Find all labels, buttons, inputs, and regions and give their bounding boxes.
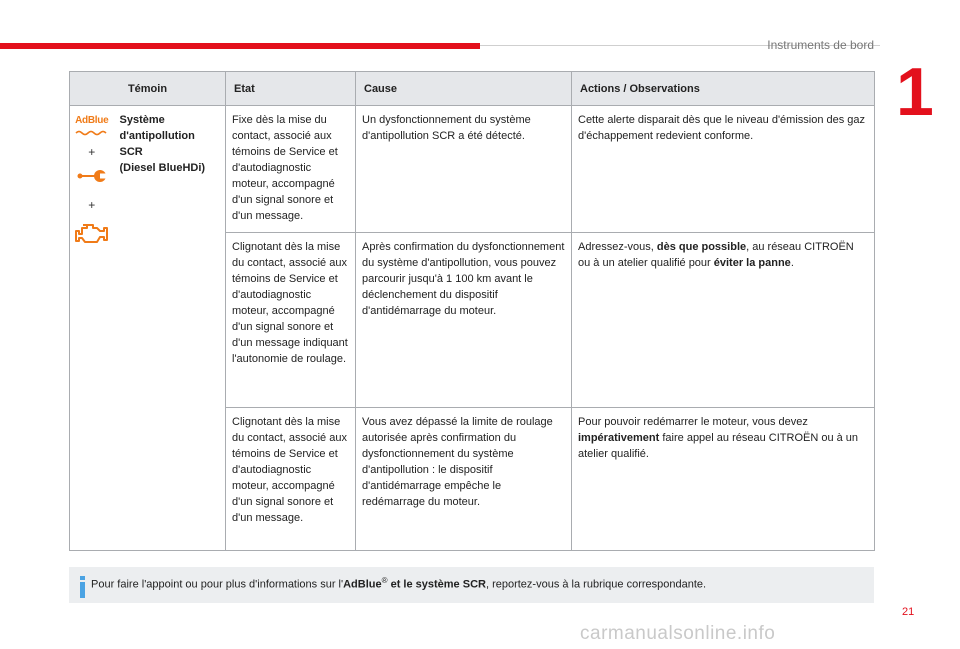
plus-sign-2: + — [88, 198, 96, 212]
table-row — [70, 106, 875, 233]
action-emphasis: impérativement — [578, 432, 660, 444]
action-text: Pour pouvoir redémarrer le moteur, vous devez — [578, 416, 808, 428]
header-red-bar — [0, 43, 480, 49]
watermark: carmanualsonline.info — [580, 623, 776, 644]
info-scr: et le système SCR — [387, 578, 486, 591]
cause-cell: Un dysfonctionnement du système d'antipollution SCR a été détecté. — [356, 106, 572, 233]
chapter-number: 1 — [896, 54, 934, 130]
registered-mark: ® — [381, 576, 388, 585]
table-header-row — [70, 72, 875, 106]
system-name-line2: d'antipollution — [119, 130, 195, 142]
etat-cell: Clignotant dès la mise du contact, associé aux témoins de Service et d'autodiagnostic moteur, accompagné d'un signal sonore et d'un message indiquant l'autonomie de roulage. — [226, 233, 356, 408]
system-name-line4: (Diesel BlueHDi) — [119, 162, 206, 174]
system-name-line3: SCR — [119, 146, 143, 158]
wrench-icon — [70, 168, 114, 189]
etat-cell: Clignotant dès la mise du contact, associé aux témoins de Service et d'autodiagnostic moteur, accompagné d'un signal sonore et d'un message. — [226, 408, 356, 551]
system-name-cell — [114, 106, 226, 551]
info-text-pre: Pour faire l'appoint ou pour plus d'informations sur l' — [91, 578, 344, 591]
action-cell — [572, 408, 875, 551]
action-cell: Cette alerte disparait dès que le niveau d'émission des gaz d'échappement redevient conforme. — [572, 106, 875, 233]
action-text: faire appel au réseau CITROËN ou à un atelier qualifié. — [578, 432, 859, 460]
etat-cell: Fixe dès la mise du contact, associé aux témoins de Service et d'autodiagnostic moteur, accompagné d'un signal sonore et d'un message. — [226, 106, 356, 233]
action-emphasis: dès que possible — [656, 241, 747, 253]
action-emphasis: éviter la panne — [713, 257, 791, 269]
header-cause: Cause — [356, 72, 572, 106]
action-text: , au réseau CITROËN ou à un atelier qualifié pour — [578, 241, 854, 269]
info-text-post: , reportez-vous à la rubrique correspondante. — [485, 578, 707, 591]
page-number: 21 — [902, 606, 915, 618]
action-text: . — [790, 257, 794, 269]
info-adblue: AdBlue — [343, 578, 382, 591]
adblue-icon — [70, 112, 114, 136]
action-cell — [572, 233, 875, 408]
indicator-icons-cell — [70, 106, 114, 551]
header-etat: Etat — [226, 72, 356, 106]
warning-lights-table — [69, 71, 875, 551]
cause-cell: Après confirmation du dysfonctionnement du système d'antipollution, vous pouvez parcourir jusqu'à 1 100 km avant le déclenchement du dispositif d'antidémarrage du moteur. — [356, 233, 572, 408]
cause-cell: Vous avez dépassé la limite de roulage autorisée après confirmation du dysfonctionnement du système d'antipollution : le dispositif d'antidémarrage empêche le redémarrage du moteur. — [356, 408, 572, 551]
system-name-line1: Système — [119, 114, 165, 126]
header-temoin: Témoin — [70, 72, 226, 106]
action-text: Adressez-vous, — [578, 241, 657, 253]
info-box — [69, 567, 874, 603]
adblue-icon-text: AdBlue — [75, 115, 109, 126]
plus-sign-1: + — [88, 145, 96, 159]
section-title: Instruments de bord — [767, 38, 874, 52]
info-text — [91, 576, 706, 591]
engine-icon — [70, 221, 114, 250]
header-actions: Actions / Observations — [572, 72, 875, 106]
